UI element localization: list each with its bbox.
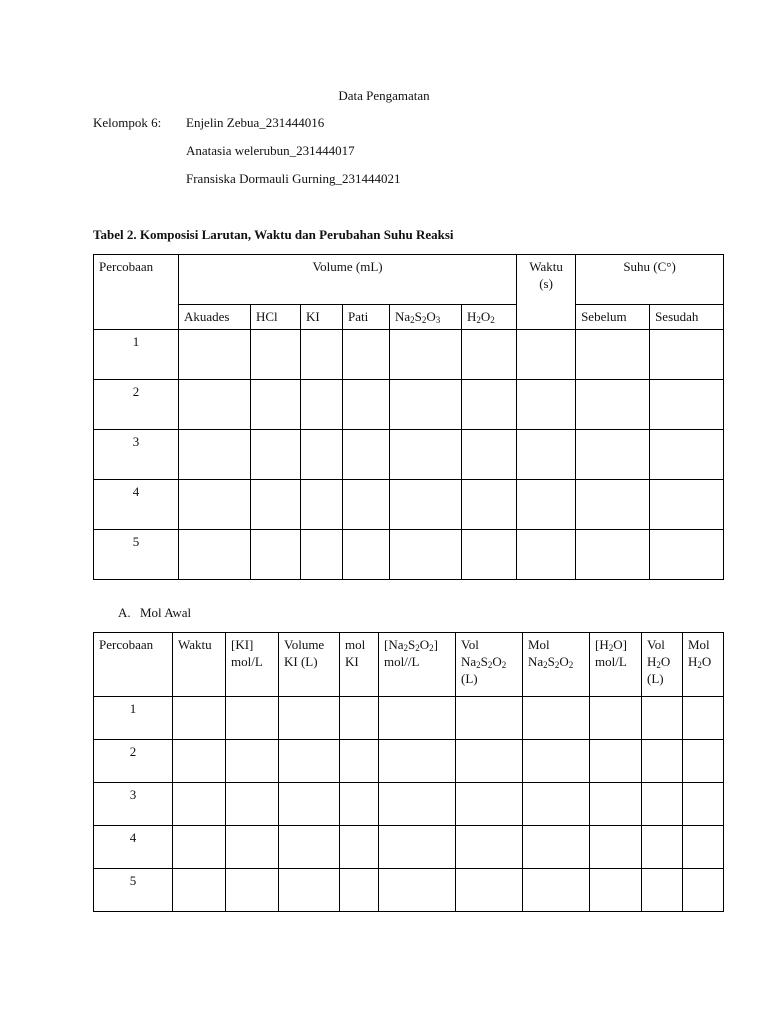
table-cell <box>590 826 642 869</box>
table-cell <box>642 869 683 912</box>
table-cell <box>650 430 724 480</box>
table-cell <box>340 869 379 912</box>
row-number: 3 <box>94 783 173 826</box>
table-cell <box>279 783 340 826</box>
table-cell <box>343 530 390 580</box>
table-caption: Tabel 2. Komposisi Larutan, Waktu dan Perubahan Suhu Reaksi <box>93 227 454 242</box>
table-cell <box>173 783 226 826</box>
row-number: 3 <box>94 430 179 480</box>
row-number: 4 <box>94 826 173 869</box>
subheader-hcl: HCl <box>251 305 301 330</box>
row-number: 1 <box>94 697 173 740</box>
table-cell <box>343 480 390 530</box>
table-cell <box>683 826 724 869</box>
table-cell <box>390 330 462 380</box>
table-row <box>94 783 724 826</box>
table-cell <box>576 330 650 380</box>
table-cell <box>456 740 523 783</box>
table-cell <box>517 330 576 380</box>
table-cell <box>517 380 576 430</box>
header-h2o-concentration: $[H_2O]$ mol/L <box>590 633 642 697</box>
table-cell <box>642 826 683 869</box>
table-cell <box>251 430 301 480</box>
table-cell <box>226 783 279 826</box>
table-cell <box>523 740 590 783</box>
row-number: 5 <box>94 530 179 580</box>
table-cell <box>173 826 226 869</box>
section-marker: A. <box>118 605 131 620</box>
table-cell <box>251 530 301 580</box>
table-cell <box>251 330 301 380</box>
group-member-3: Fransiska Dormauli Gurning_231444021 <box>186 171 401 186</box>
subheader-pati: Pati <box>343 305 390 330</box>
header-mol-ki: mol KI <box>340 633 379 697</box>
table-cell <box>343 430 390 480</box>
row-number: 4 <box>94 480 179 530</box>
composition-table <box>93 254 724 580</box>
table-cell <box>340 783 379 826</box>
table-cell <box>379 740 456 783</box>
table-row <box>94 826 724 869</box>
table-cell <box>523 697 590 740</box>
subheader-akuades: Akuades <box>179 305 251 330</box>
table-cell <box>390 380 462 430</box>
table-cell <box>340 740 379 783</box>
table-cell <box>576 530 650 580</box>
table-cell <box>642 697 683 740</box>
table-cell <box>462 380 517 430</box>
subheader-sebelum: Sebelum <box>576 305 650 330</box>
table-cell <box>462 480 517 530</box>
table-cell <box>179 530 251 580</box>
table-cell <box>173 740 226 783</box>
table-cell <box>173 697 226 740</box>
header-volume-h2o: Vol $H_2O$ (L) <box>642 633 683 697</box>
table-cell <box>683 697 724 740</box>
table-cell <box>301 480 343 530</box>
table-cell <box>683 740 724 783</box>
table-cell <box>650 480 724 530</box>
table-cell <box>379 826 456 869</box>
table-cell <box>590 740 642 783</box>
table-cell <box>226 740 279 783</box>
table-cell <box>462 530 517 580</box>
table-cell <box>650 530 724 580</box>
table-cell <box>179 480 251 530</box>
table-cell <box>301 530 343 580</box>
header-percobaan: Percobaan <box>94 633 173 697</box>
table-row <box>94 430 724 480</box>
table-row <box>94 697 724 740</box>
group-label: Kelompok 6: <box>93 115 162 130</box>
table-cell <box>279 869 340 912</box>
header-na2s2o2-concentration: $[Na_2S_2O_2]$ mol//L <box>379 633 456 697</box>
table-cell <box>301 380 343 430</box>
subheader-sesudah: Sesudah <box>650 305 724 330</box>
header-percobaan: Percobaan <box>94 255 179 330</box>
table-cell <box>340 697 379 740</box>
table-cell <box>226 697 279 740</box>
header-ki-concentration: [KI] mol/L <box>226 633 279 697</box>
table-cell <box>390 480 462 530</box>
table-cell <box>390 530 462 580</box>
table-cell <box>456 697 523 740</box>
group-member-1: Enjelin Zebua_231444016 <box>186 115 325 130</box>
table-cell <box>590 697 642 740</box>
header-mol-h2o: Mol $H_2O$ <box>683 633 724 697</box>
table-cell <box>590 783 642 826</box>
table-cell <box>173 869 226 912</box>
table-row <box>94 330 724 380</box>
row-number: 1 <box>94 330 179 380</box>
table-cell <box>379 869 456 912</box>
row-number: 2 <box>94 740 173 783</box>
table-cell <box>517 430 576 480</box>
table-row <box>94 869 724 912</box>
table-row <box>94 530 724 580</box>
header-waktu: Waktu <box>173 633 226 697</box>
initial-mole-table <box>93 632 724 912</box>
table-cell <box>251 480 301 530</box>
table-cell <box>226 869 279 912</box>
page-title: Data Pengamatan <box>338 88 430 103</box>
table-cell <box>517 480 576 530</box>
table-cell <box>462 330 517 380</box>
table-cell <box>343 380 390 430</box>
table-cell <box>301 430 343 480</box>
table-cell <box>279 826 340 869</box>
table-cell <box>462 430 517 480</box>
table-cell <box>650 330 724 380</box>
table-cell <box>642 783 683 826</box>
row-number: 5 <box>94 869 173 912</box>
table-cell <box>379 783 456 826</box>
table-cell <box>576 480 650 530</box>
header-waktu: Waktu (s) <box>517 255 576 330</box>
table-row <box>94 480 724 530</box>
table-cell <box>456 826 523 869</box>
table-cell <box>456 869 523 912</box>
table-cell <box>523 869 590 912</box>
table-cell <box>523 826 590 869</box>
table-cell <box>179 430 251 480</box>
group-member-2: Anatasia welerubun_231444017 <box>186 143 355 158</box>
table-cell <box>456 783 523 826</box>
subheader-ki: KI <box>301 305 343 330</box>
section-title: Mol Awal <box>140 605 192 620</box>
section-mol-awal <box>118 605 191 621</box>
table-cell <box>517 530 576 580</box>
table-cell <box>226 826 279 869</box>
table-cell <box>576 430 650 480</box>
subheader-na2s2o3: $Na_2S_2O_3$ <box>390 305 462 330</box>
header-mol-na2s2o2: Mol $Na_2S_2O_2$ <box>523 633 590 697</box>
table-cell <box>279 740 340 783</box>
table-cell <box>642 740 683 783</box>
header-volume-na2s2o2: Vol $Na_2S_2O_2$ (L) <box>456 633 523 697</box>
header-volume-ki: Volume KI (L) <box>279 633 340 697</box>
table-cell <box>576 380 650 430</box>
header-suhu: Suhu (C°) <box>576 255 724 305</box>
table-cell <box>340 826 379 869</box>
table-cell <box>343 330 390 380</box>
table-row <box>94 380 724 430</box>
table-cell <box>390 430 462 480</box>
table-cell <box>683 869 724 912</box>
header-volume: Volume (mL) <box>179 255 517 305</box>
subheader-h2o2: $H_2O_2$ <box>462 305 517 330</box>
table-cell <box>179 380 251 430</box>
table-cell <box>650 380 724 430</box>
table-cell <box>179 330 251 380</box>
table-cell <box>523 783 590 826</box>
table-cell <box>301 330 343 380</box>
table-cell <box>251 380 301 430</box>
table-cell <box>279 697 340 740</box>
table-cell <box>590 869 642 912</box>
table-cell <box>683 783 724 826</box>
row-number: 2 <box>94 380 179 430</box>
table-row <box>94 740 724 783</box>
table-cell <box>379 697 456 740</box>
